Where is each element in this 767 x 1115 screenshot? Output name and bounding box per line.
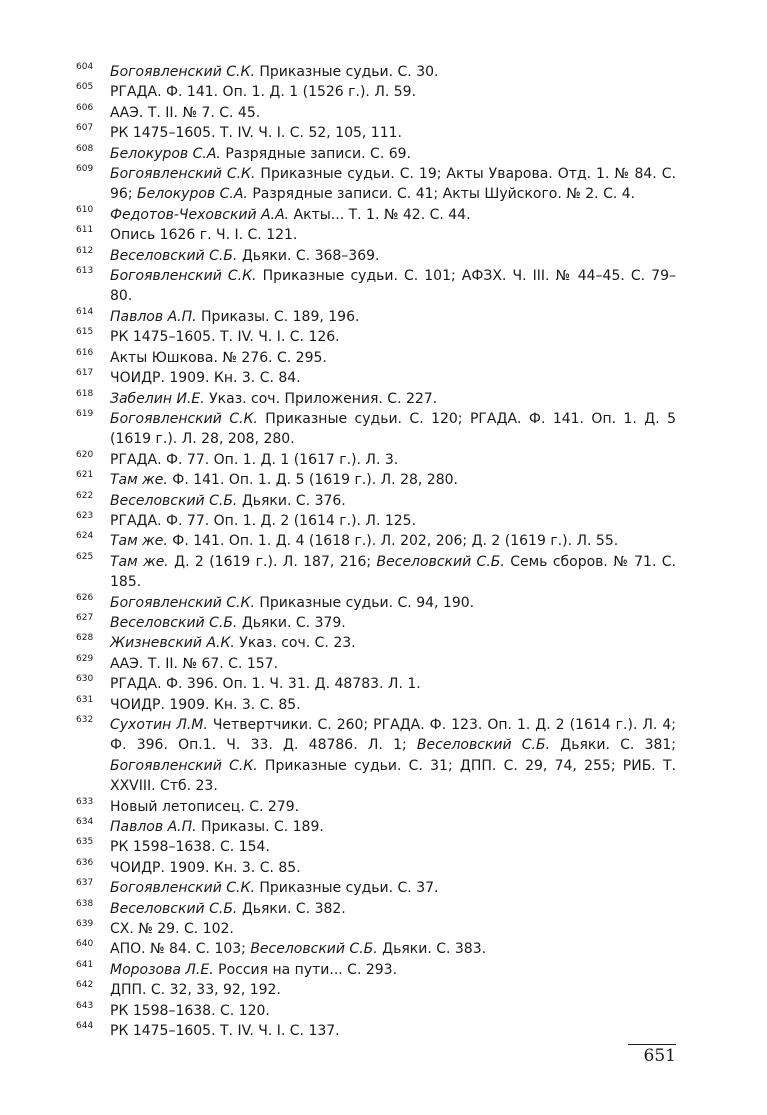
footnote-text: Приказные судьи. С. 31; ДПП. С. 29, 74, 255; РИБ. Т. XXVIII. Стб. 23. xyxy=(110,757,676,795)
footnote-text: Приказы. С. 189. xyxy=(196,819,324,836)
footnote-text: Разрядные записи. С. 41; Акты Шуйского. № 2. С. 4. xyxy=(247,186,636,203)
footnote-number: 604 xyxy=(76,62,94,72)
footnote-item xyxy=(76,123,676,143)
footnote-number: 628 xyxy=(76,633,94,644)
footnote-number: 644 xyxy=(76,1021,94,1032)
footnote-text: СХ. № 29. С. 102. xyxy=(110,921,234,938)
footnote-number: 635 xyxy=(76,837,94,848)
footnote-text: РК 1598–1638. С. 154. xyxy=(110,839,270,856)
footnote-number: 631 xyxy=(76,694,94,705)
footnote-text: Дьяки. С. 382. xyxy=(237,900,346,917)
footnote-text: Ф. 141. Оп. 1. Д. 4 (1618 г.). Л. 202, 206; Д. 2 (1619 г.). Л. 55. xyxy=(167,533,619,550)
footnote-number: 612 xyxy=(76,245,94,256)
footnote-item xyxy=(76,450,676,470)
footnote-text: АПО. № 84. С. 103; xyxy=(110,941,251,958)
footnote-item xyxy=(76,939,676,959)
footnote-item xyxy=(76,470,676,490)
footnote-text: Приказные судьи. С. 94, 190. xyxy=(254,594,475,611)
footnote-number: 610 xyxy=(76,204,94,215)
footnote-author: Богоявленский С.К. xyxy=(110,410,258,427)
footnote-author: Федотов-Чеховский А.А. xyxy=(110,206,290,223)
footnote-item xyxy=(76,715,676,797)
footnote-number: 617 xyxy=(76,368,94,379)
footnote-author: Веселовский С.Б. xyxy=(416,737,551,754)
footnote-item xyxy=(76,368,676,388)
footnote-item xyxy=(76,491,676,511)
footnote-number: 606 xyxy=(76,102,94,113)
footnote-text: Приказные судьи. С. 37. xyxy=(254,880,439,897)
footnote-author: Веселовский С.Б. xyxy=(110,614,238,631)
footnote-number: 622 xyxy=(76,490,94,501)
footnote-number: 619 xyxy=(76,408,94,419)
footnote-text: РК 1475–1605. Т. IV. Ч. I. С. 137. xyxy=(110,1023,340,1040)
page-number: 651 xyxy=(643,1046,676,1066)
footnote-text: ААЭ. Т. II. № 7. С. 45. xyxy=(110,104,261,121)
footnote-item xyxy=(76,695,676,715)
footnote-item xyxy=(76,62,676,82)
footnote-text: ЧОИДР. 1909. Кн. 3. С. 85. xyxy=(110,696,301,713)
footnote-text: ЧОИДР. 1909. Кн. 3. С. 85. xyxy=(110,859,301,876)
footnote-author: Богоявленский С.К. xyxy=(110,64,255,80)
footnote-item xyxy=(76,858,676,878)
footnote-text: РГАДА. Ф. 77. Оп. 1. Д. 1 (1617 г.). Л. 3. xyxy=(110,451,399,468)
footnote-text: РГАДА. Ф. 396. Оп. 1. Ч. 31. Д. 48783. Л. 1. xyxy=(110,676,421,693)
footnote-number: 643 xyxy=(76,1000,94,1011)
footnote-text: ЧОИДР. 1909. Кн. 3. С. 84. xyxy=(110,370,301,387)
footnote-item xyxy=(76,1021,676,1041)
footnote-item xyxy=(76,1001,676,1021)
footnote-author: Веселовский С.Б. xyxy=(110,247,238,264)
footnote-author: Богоявленский С.К. xyxy=(110,757,258,774)
footnote-text: Приказные судьи. С. 120; РГАДА. Ф. 141. Оп. 1. Д. 5 (1619 г.). Л. 28, 208, 280. xyxy=(110,410,676,448)
footnote-item xyxy=(76,919,676,939)
footnote-text: Приказы. С. 189, 196. xyxy=(196,308,360,325)
footnote-number: 607 xyxy=(76,123,94,134)
footnote-text: Разрядные записи. С. 69. xyxy=(220,145,411,162)
footnote-item xyxy=(76,531,676,551)
footnote-item xyxy=(76,552,676,593)
footnote-text: Новый летописец. С. 279. xyxy=(110,798,300,815)
footnote-text: Приказные судьи. С. 19; Акты Уварова. Отд. 1. № 84. С. 96; xyxy=(110,166,676,203)
footnote-number: 623 xyxy=(76,510,94,521)
footnote-item xyxy=(76,409,676,450)
footnote-item xyxy=(76,511,676,531)
footnote-number: 608 xyxy=(76,143,94,154)
footnote-text: РК 1598–1638. С. 120. xyxy=(110,1002,270,1019)
footnote-number: 637 xyxy=(76,878,94,889)
footnote-author: Богоявленский С.К. xyxy=(110,880,255,897)
footnote-author: Забелин И.Е. xyxy=(110,390,205,407)
footnote-number: 605 xyxy=(76,82,94,93)
footnote-text: ААЭ. Т. II. № 67. С. 157. xyxy=(110,655,279,672)
footnote-item xyxy=(76,225,676,245)
footnote-author: Богоявленский С.К. xyxy=(110,166,256,183)
footnote-text: Опись 1626 г. Ч. I. С. 121. xyxy=(110,227,298,244)
footnote-number: 634 xyxy=(76,817,94,828)
footnote-item xyxy=(76,389,676,409)
footnote-author: Павлов А.П. xyxy=(110,308,197,325)
footnote-text: Дьяки. С. 383. xyxy=(377,941,487,958)
footnote-number: 641 xyxy=(76,959,94,970)
footnotes-list xyxy=(76,62,676,1042)
footnote-item xyxy=(76,797,676,817)
footnote-author: Веселовский С.Б. xyxy=(110,900,238,917)
footnote-text: Дьяки. С. 379. xyxy=(237,614,346,631)
footnote-number: 638 xyxy=(76,898,94,909)
footnote-author: Там же. xyxy=(110,472,168,489)
footnote-text: РК 1475–1605. Т. IV. Ч. I. С. 126. xyxy=(110,329,340,346)
footnote-text: Приказные судьи. С. 30. xyxy=(254,64,439,80)
footnote-item xyxy=(76,103,676,123)
footnote-number: 621 xyxy=(76,470,94,481)
footnote-number: 615 xyxy=(76,327,94,338)
footnote-text: Указ. соч. Приложения. С. 227. xyxy=(204,390,438,407)
footnote-item xyxy=(76,144,676,164)
footnote-item xyxy=(76,960,676,980)
footnote-number: 618 xyxy=(76,388,94,399)
footnote-text: Д. 2 (1619 г.). Л. 187, 216; xyxy=(168,553,377,570)
footnote-text: ДПП. С. 32, 33, 92, 192. xyxy=(110,982,281,999)
footnote-text: Приказные судьи. С. 101; АФЗХ. Ч. III. № 44–45. С. 79–80. xyxy=(110,268,676,305)
footnote-item xyxy=(76,654,676,674)
footnote-author: Сухотин Л.М. xyxy=(110,717,208,733)
footnote-item xyxy=(76,246,676,266)
footnote-text: Акты... Т. 1. № 42. С. 44. xyxy=(289,206,471,223)
footnote-text: Акты Юшкова. № 276. С. 295. xyxy=(110,349,327,366)
footnote-number: 624 xyxy=(76,531,94,542)
footnote-item xyxy=(76,674,676,694)
footnote-item xyxy=(76,593,676,613)
footnote-author: Веселовский С.Б. xyxy=(110,492,238,509)
footnote-item xyxy=(76,348,676,368)
footnote-text: Четвертчики. С. 260; РГАДА. Ф. 123. Оп. 1. Д. 2 (1614 г.). Л. 4; Ф. 396. Оп.1. Ч. 33. Д. 48786. Л. 1; xyxy=(110,717,676,754)
footnote-number: 632 xyxy=(76,715,94,725)
footnote-number: 627 xyxy=(76,612,94,623)
footnote-number: 633 xyxy=(76,796,94,807)
footnote-number: 625 xyxy=(76,551,94,562)
footnote-item xyxy=(76,613,676,633)
footnote-text: Дьяки. С. 368–369. xyxy=(237,247,380,264)
footnote-item xyxy=(76,980,676,1000)
footnote-text: Россия на пути... С. 293. xyxy=(213,961,398,978)
footnote-text: РГАДА. Ф. 77. Оп. 1. Д. 2 (1614 г.). Л. 125. xyxy=(110,512,417,529)
footnote-item xyxy=(76,82,676,102)
footnote-author: Белокуров С.А. xyxy=(136,186,248,203)
footnote-author: Жизневский А.К. xyxy=(110,635,235,652)
footnote-item xyxy=(76,327,676,347)
footnote-item xyxy=(76,817,676,837)
footnote-author: Богоявленский С.К. xyxy=(110,594,255,611)
footnote-number: 613 xyxy=(76,266,94,277)
footnote-number: 620 xyxy=(76,449,94,460)
footnote-item xyxy=(76,164,676,205)
footnote-text: РГАДА. Ф. 141. Оп. 1. Д. 1 (1526 г.). Л. 59. xyxy=(110,84,417,101)
footnote-author: Там же. xyxy=(110,553,169,570)
footnote-number: 614 xyxy=(76,306,94,317)
footnote-item xyxy=(76,307,676,327)
footnote-number: 629 xyxy=(76,653,94,664)
footnote-item xyxy=(76,205,676,225)
footnote-text: Дьяки. С. 381; xyxy=(550,737,677,754)
footnote-number: 642 xyxy=(76,980,94,991)
footnote-text: РК 1475–1605. Т. IV. Ч. I. С. 52, 105, 111. xyxy=(110,125,402,142)
footnote-text: Дьяки. С. 376. xyxy=(237,492,346,509)
footnote-number: 639 xyxy=(76,919,94,930)
footnote-text: Семь сборов. № 71. С. 185. xyxy=(110,553,676,591)
footnote-author: Веселовский С.Б. xyxy=(250,941,378,958)
footnote-number: 630 xyxy=(76,674,94,685)
footnote-author: Веселовский С.Б. xyxy=(376,553,505,570)
footnote-item xyxy=(76,837,676,857)
footnote-text: Ф. 141. Оп. 1. Д. 5 (1619 г.). Л. 28, 280. xyxy=(167,472,458,489)
page-number-rule xyxy=(628,1044,676,1045)
footnote-number: 611 xyxy=(76,225,94,236)
footnote-item xyxy=(76,899,676,919)
footnote-text: Указ. соч. С. 23. xyxy=(234,635,356,652)
footnote-item xyxy=(76,878,676,898)
footnote-number: 616 xyxy=(76,347,94,358)
footnote-item xyxy=(76,266,676,307)
footnote-item xyxy=(76,633,676,653)
footnote-number: 640 xyxy=(76,939,94,950)
footnote-author: Белокуров С.А. xyxy=(110,145,221,162)
footnote-author: Морозова Л.Е. xyxy=(110,961,214,978)
footnote-author: Там же. xyxy=(110,533,168,550)
footnote-number: 636 xyxy=(76,857,94,868)
footnote-author: Павлов А.П. xyxy=(110,819,197,836)
footnote-number: 626 xyxy=(76,592,94,603)
footnote-author: Богоявленский С.К. xyxy=(110,268,257,285)
footnote-number: 609 xyxy=(76,164,94,175)
